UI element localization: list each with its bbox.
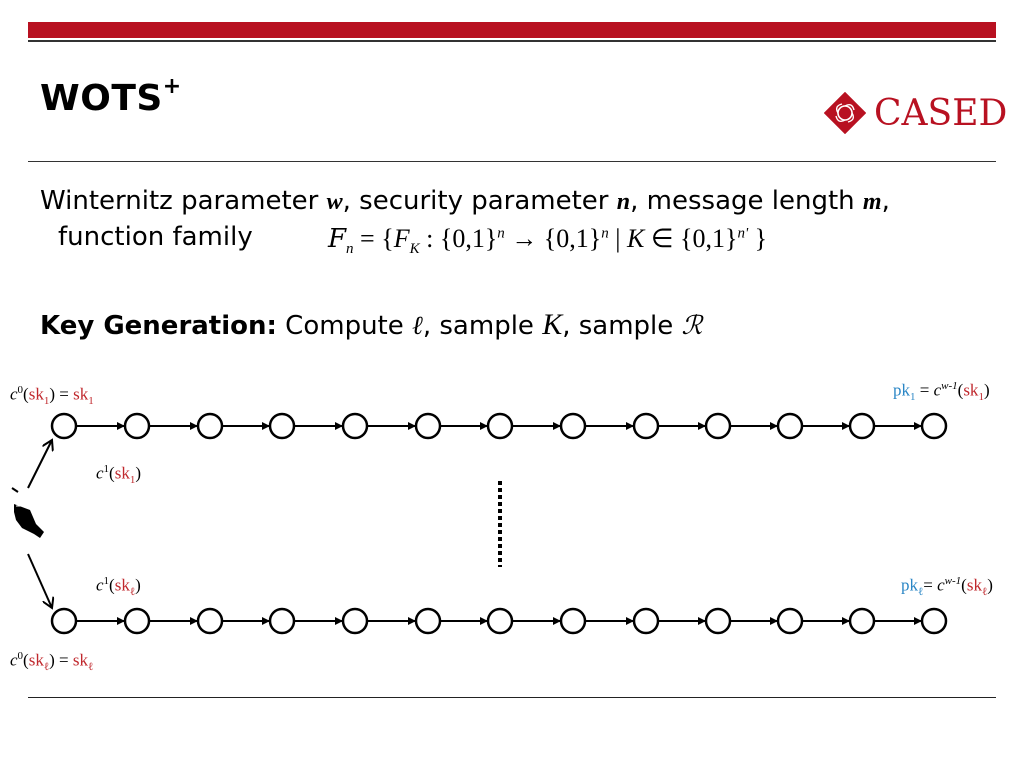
vertical-ellipsis — [498, 481, 502, 567]
top-chain-end-label: $pk_1 = c^{w-1}(sk_1)$ — [893, 380, 990, 404]
logo-text: CASED — [874, 92, 1008, 134]
bottom-chain-step-label: $c^1(sk_\ell)$ — [96, 575, 141, 599]
params-line: Winternitz parameter w, security parameter n, message length m, — [40, 186, 890, 216]
arrow-to-bottom-chain — [28, 554, 52, 608]
function-family-label: function family — [58, 222, 253, 252]
slide-title: WOTS+ — [40, 74, 182, 119]
function-family-formula: $F_n = \{F_K$ : $\{0,1\}^n \to \{0,1\}^n$ | K ∈ $\{0,1\}^{n'}$ } — [328, 224, 768, 258]
top-chain-start-label: $c^0(sk_1) = sk_1$ — [10, 384, 94, 408]
top-chain — [52, 414, 946, 438]
bottom-chain — [52, 609, 946, 633]
pointing-hand-icon — [12, 488, 44, 538]
top-chain-step-label: $c^1(sk_1)$ — [96, 463, 142, 487]
arrow-to-top-chain — [28, 440, 52, 488]
footer-divider — [28, 697, 996, 698]
bottom-chain-end-label: $pk_\ell= c^{w-1}(sk_\ell)$ — [901, 575, 993, 599]
bottom-chain-start-label: $c^0(sk_\ell) = sk_\ell$ — [10, 650, 94, 674]
key-generation-line: Key Generation: Compute ℓ, sample K, sample ℛ — [40, 308, 703, 341]
